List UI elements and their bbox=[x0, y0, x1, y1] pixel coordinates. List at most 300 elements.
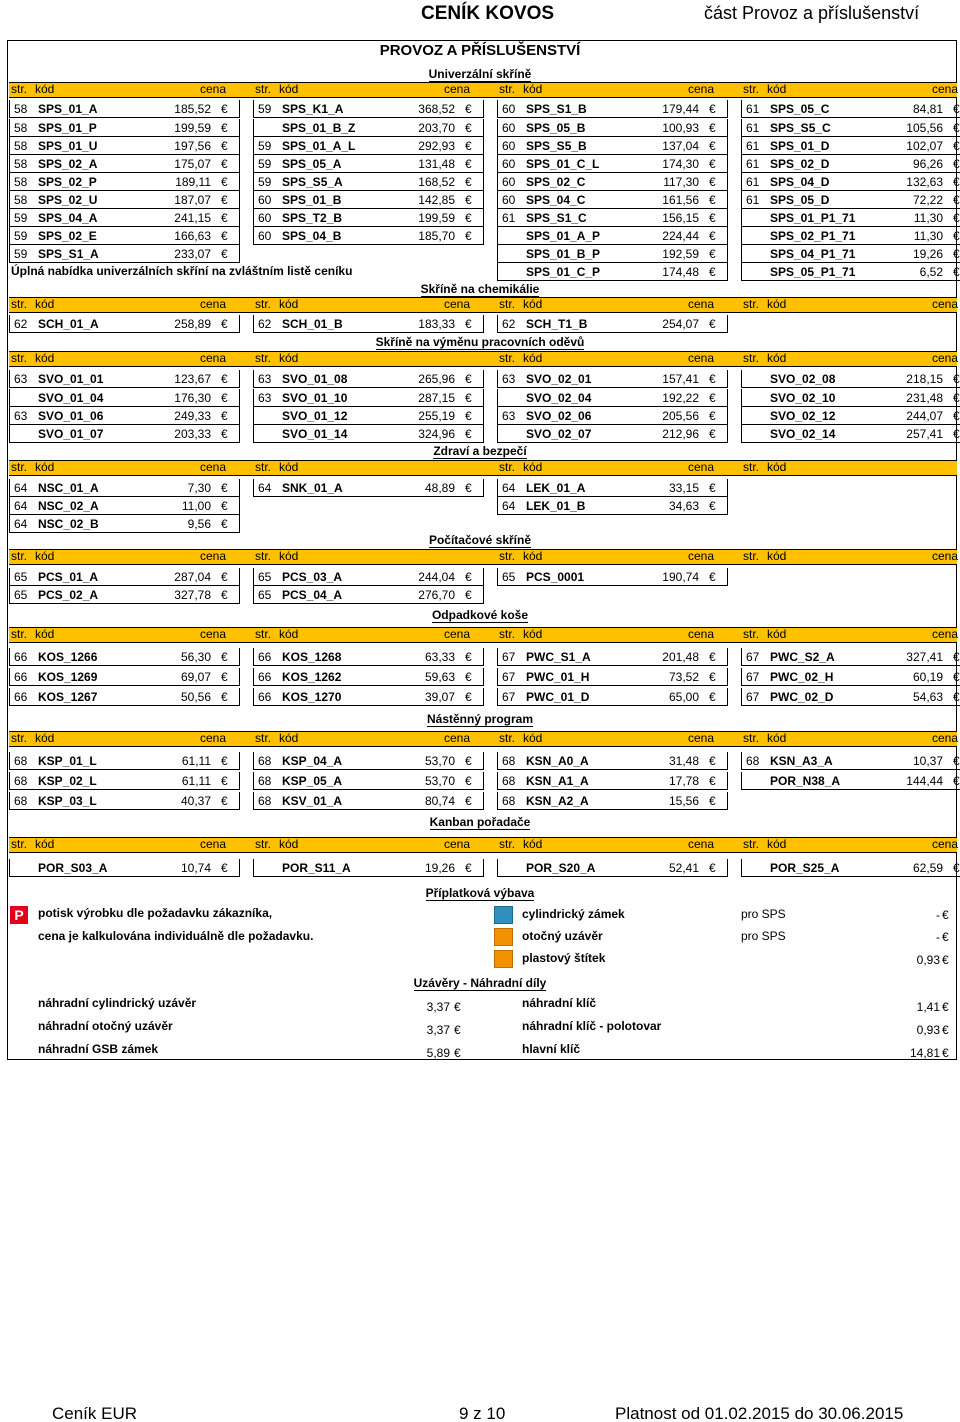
col-header-cena: cena bbox=[931, 549, 958, 563]
entry-code: PCS_0001 bbox=[526, 570, 585, 584]
entry-price: 11,30 bbox=[913, 229, 943, 243]
entry-price: 161,56 bbox=[662, 193, 699, 207]
entry-page: 59 bbox=[14, 229, 28, 243]
col-header-str: str. bbox=[499, 297, 516, 311]
currency-symbol: € bbox=[221, 121, 228, 135]
currency-symbol: € bbox=[465, 121, 472, 135]
entry-price: 197,56 bbox=[174, 139, 211, 153]
entry-page: 64 bbox=[14, 499, 28, 513]
col-header-str: str. bbox=[499, 549, 516, 563]
currency-symbol: € bbox=[465, 774, 472, 788]
entry-page: 66 bbox=[258, 690, 272, 704]
spare-part-label: náhradní GSB zámek bbox=[38, 1042, 159, 1056]
col-header-kod: kód bbox=[35, 627, 55, 641]
section-title-text: Odpadkové koše bbox=[431, 608, 529, 622]
currency-symbol: € bbox=[221, 139, 228, 153]
entry-code: SVO_02_14 bbox=[770, 427, 836, 441]
entry-code: SVO_01_08 bbox=[282, 372, 348, 386]
entry-page bbox=[14, 389, 36, 407]
entry-code: LEK_01_A bbox=[526, 481, 586, 495]
entry-price: 218,15 bbox=[906, 372, 943, 386]
currency-symbol: € bbox=[953, 121, 960, 135]
entry-code: SPS_02_D bbox=[770, 157, 830, 171]
entry-code: SPS_01_A_P bbox=[526, 229, 601, 243]
entry-code: SPS_05_P1_71 bbox=[770, 265, 856, 279]
currency-symbol: € bbox=[953, 391, 960, 405]
entry-price: 39,07 bbox=[424, 690, 455, 704]
entry-price: 10,37 bbox=[912, 754, 943, 768]
col-header-str: str. bbox=[743, 549, 760, 563]
col-header-kod: kód bbox=[767, 297, 787, 311]
col-header-str: str. bbox=[255, 460, 272, 474]
currency-symbol: € bbox=[465, 427, 472, 441]
entry-page: 64 bbox=[14, 517, 28, 531]
entry-price: 63,33 bbox=[424, 650, 455, 664]
col-header-cena: cena bbox=[687, 460, 714, 474]
section-title bbox=[0, 444, 960, 458]
entry-page: 60 bbox=[502, 121, 516, 135]
section-title-text: Počítačové skříně bbox=[428, 533, 532, 547]
entry-price: 244,07 bbox=[906, 409, 943, 423]
currency-symbol: € bbox=[709, 211, 716, 225]
spare-part-price: 0,93 bbox=[916, 1023, 940, 1037]
spare-part-price: 3,37 bbox=[426, 1023, 450, 1037]
footer-validity: Platnost od 01.02.2015 do 30.06.2015 bbox=[615, 1404, 904, 1422]
extra-label: plastový štítek bbox=[522, 951, 606, 965]
currency-symbol: € bbox=[465, 157, 472, 171]
entry-price: 287,15 bbox=[418, 391, 455, 405]
entry-code: KSP_02_L bbox=[38, 774, 97, 788]
entry-page bbox=[746, 859, 768, 877]
entry-price: 205,56 bbox=[662, 409, 699, 423]
entry-price: 84,81 bbox=[912, 102, 943, 116]
col-header-str: str. bbox=[743, 351, 760, 365]
entry-price: 62,59 bbox=[912, 861, 943, 875]
currency-symbol: € bbox=[221, 229, 228, 243]
entry-code: POR_S20_A bbox=[526, 861, 596, 875]
entry-code: KSN_A1_A bbox=[526, 774, 589, 788]
entry-code: SPS_T2_B bbox=[282, 211, 343, 225]
entry-code: SPS_05_C bbox=[770, 102, 830, 116]
entry-page bbox=[746, 772, 768, 790]
section-title bbox=[0, 608, 960, 622]
entry-code: SCH_T1_B bbox=[526, 317, 588, 331]
entry-page: 66 bbox=[258, 670, 272, 684]
entry-code: SVO_01_14 bbox=[282, 427, 348, 441]
extra-price: - bbox=[936, 930, 940, 944]
entry-code: SPS_04_D bbox=[770, 175, 830, 189]
entry-price: 244,04 bbox=[418, 570, 455, 584]
entry-code: SVO_02_12 bbox=[770, 409, 836, 423]
entry-price: 73,52 bbox=[668, 670, 699, 684]
rotary-lock-icon bbox=[494, 928, 513, 946]
currency-symbol: € bbox=[221, 102, 228, 116]
entry-price: 192,22 bbox=[662, 391, 699, 405]
entry-code: SPS_01_B_Z bbox=[282, 121, 356, 135]
entry-code: SVO_01_04 bbox=[38, 391, 104, 405]
col-header-str: str. bbox=[499, 82, 516, 96]
currency-symbol: € bbox=[709, 193, 716, 207]
entry-price: 231,48 bbox=[906, 391, 943, 405]
entry-page: 68 bbox=[502, 794, 516, 808]
col-header-kod: kód bbox=[279, 549, 299, 563]
col-header-cena: cena bbox=[199, 351, 226, 365]
entry-code: KSN_A2_A bbox=[526, 794, 589, 808]
entry-page: 61 bbox=[502, 211, 516, 225]
col-header-kod: kód bbox=[279, 731, 299, 745]
entry-price: 368,52 bbox=[418, 102, 455, 116]
entry-code: KOS_1262 bbox=[282, 670, 342, 684]
extra-price: - bbox=[936, 908, 940, 922]
col-header-cena: cena bbox=[199, 82, 226, 96]
section-title bbox=[0, 67, 960, 81]
entry-code: SPS_01_P bbox=[38, 121, 97, 135]
entry-page: 60 bbox=[502, 139, 516, 153]
entry-page: 68 bbox=[746, 754, 760, 768]
col-header-str: str. bbox=[255, 549, 272, 563]
col-header-str: str. bbox=[743, 82, 760, 96]
spare-part-label: náhradní cylindrický uzávěr bbox=[38, 996, 197, 1010]
col-header-kod: kód bbox=[523, 549, 543, 563]
currency-symbol: € bbox=[953, 247, 960, 261]
entry-page: 60 bbox=[502, 193, 516, 207]
currency-symbol: € bbox=[221, 175, 228, 189]
currency-symbol: € bbox=[465, 229, 472, 243]
entry-page: 65 bbox=[14, 570, 28, 584]
entry-price: 327,78 bbox=[174, 588, 211, 602]
currency-symbol: € bbox=[221, 690, 228, 704]
entry-price: 276,70 bbox=[418, 588, 455, 602]
entry-price: 249,33 bbox=[174, 409, 211, 423]
entry-code: PWC_02_D bbox=[770, 690, 834, 704]
entry-code: PWC_S1_A bbox=[526, 650, 591, 664]
entry-page: 68 bbox=[14, 774, 28, 788]
col-header-cena: cena bbox=[687, 297, 714, 311]
entry-code: SVO_01_06 bbox=[38, 409, 104, 423]
entry-code: NSC_01_A bbox=[38, 481, 99, 495]
entry-page bbox=[14, 425, 36, 443]
currency-symbol: € bbox=[221, 157, 228, 171]
entry-page: 62 bbox=[14, 317, 28, 331]
entry-price: 96,26 bbox=[912, 157, 943, 171]
entry-price: 144,44 bbox=[906, 774, 943, 788]
entry-page bbox=[502, 425, 524, 443]
entry-price: 137,04 bbox=[662, 139, 699, 153]
col-header-kod: kód bbox=[35, 297, 55, 311]
currency-symbol: € bbox=[953, 754, 960, 768]
col-header-cena: cena bbox=[687, 351, 714, 365]
currency-symbol: € bbox=[953, 372, 960, 386]
currency-symbol: € bbox=[953, 102, 960, 116]
entry-page: 62 bbox=[502, 317, 516, 331]
entry-page: 59 bbox=[14, 247, 28, 261]
currency-symbol: € bbox=[465, 670, 472, 684]
entry-page: 64 bbox=[258, 481, 272, 495]
spare-part-label: náhradní klíč bbox=[522, 996, 597, 1010]
currency-symbol: € bbox=[953, 157, 960, 171]
currency-symbol: € bbox=[709, 265, 716, 279]
section-title bbox=[0, 815, 960, 829]
entry-code: SPS_01_C_L bbox=[526, 157, 600, 171]
entry-code: SPS_01_B bbox=[282, 193, 342, 207]
entry-code: PCS_01_A bbox=[38, 570, 99, 584]
currency-symbol: € bbox=[221, 391, 228, 405]
extra-scope: pro SPS bbox=[741, 907, 786, 921]
entry-code: SPS_S1_A bbox=[38, 247, 99, 261]
entry-code: SVO_01_10 bbox=[282, 391, 348, 405]
currency-symbol: € bbox=[709, 861, 716, 875]
currency-symbol: € bbox=[709, 229, 716, 243]
entry-code: SPS_04_C bbox=[526, 193, 586, 207]
entry-price: 142,85 bbox=[418, 193, 455, 207]
entry-page: 67 bbox=[502, 690, 516, 704]
entry-page: 60 bbox=[258, 193, 272, 207]
col-header-cena: cena bbox=[931, 82, 958, 96]
currency-symbol: € bbox=[454, 1046, 461, 1060]
entry-price: 224,44 bbox=[662, 229, 699, 243]
section-title bbox=[0, 282, 960, 296]
entry-price: 54,63 bbox=[912, 690, 943, 704]
col-header-kod: kód bbox=[35, 837, 55, 851]
entry-page: 58 bbox=[14, 175, 28, 189]
entry-price: 31,48 bbox=[668, 754, 699, 768]
entry-page: 60 bbox=[502, 175, 516, 189]
col-header-kod: kód bbox=[35, 82, 55, 96]
col-header-str: str. bbox=[743, 460, 760, 474]
entry-code: PCS_03_A bbox=[282, 570, 343, 584]
currency-symbol: € bbox=[221, 588, 228, 602]
entry-code: SPS_01_A bbox=[38, 102, 98, 116]
currency-symbol: € bbox=[221, 794, 228, 808]
entry-page bbox=[502, 389, 524, 407]
currency-symbol: € bbox=[454, 1000, 461, 1014]
col-header-cena: cena bbox=[931, 731, 958, 745]
entry-price: 53,70 bbox=[424, 754, 455, 768]
entry-page: 66 bbox=[14, 690, 28, 704]
col-header-cena: cena bbox=[443, 82, 470, 96]
section-title bbox=[0, 886, 960, 900]
entry-code: SPS_02_E bbox=[38, 229, 97, 243]
section-title bbox=[0, 976, 960, 990]
currency-symbol: € bbox=[221, 211, 228, 225]
entry-page: 60 bbox=[502, 102, 516, 116]
entry-page bbox=[502, 859, 524, 877]
col-header-str: str. bbox=[11, 82, 28, 96]
cylinder-lock-icon bbox=[494, 906, 513, 924]
col-header-kod: kód bbox=[35, 731, 55, 745]
currency-symbol: € bbox=[709, 670, 716, 684]
col-header-cena: cena bbox=[687, 549, 714, 563]
entry-code: SVO_02_06 bbox=[526, 409, 592, 423]
entry-code: SPS_02_P1_71 bbox=[770, 229, 856, 243]
currency-symbol: € bbox=[709, 499, 716, 513]
currency-symbol: € bbox=[942, 1023, 949, 1037]
entry-code: LEK_01_B bbox=[526, 499, 586, 513]
entry-page: 61 bbox=[746, 102, 760, 116]
col-header-kod: kód bbox=[279, 351, 299, 365]
entry-price: 11,00 bbox=[181, 499, 211, 513]
currency-symbol: € bbox=[221, 670, 228, 684]
entry-page bbox=[746, 407, 768, 425]
section-title-text: Skříně na chemikálie bbox=[420, 282, 540, 296]
entry-code: POR_N38_A bbox=[770, 774, 841, 788]
entry-page: 65 bbox=[502, 570, 516, 584]
entry-price: 174,30 bbox=[662, 157, 699, 171]
entry-price: 187,07 bbox=[174, 193, 211, 207]
spare-part-price: 5,89 bbox=[426, 1046, 450, 1060]
currency-symbol: € bbox=[709, 794, 716, 808]
currency-symbol: € bbox=[221, 427, 228, 441]
entry-price: 102,07 bbox=[906, 139, 943, 153]
extra-label: otočný uzávěr bbox=[522, 929, 603, 943]
col-header-kod: kód bbox=[523, 297, 543, 311]
currency-symbol: € bbox=[221, 409, 228, 423]
currency-symbol: € bbox=[465, 193, 472, 207]
col-header-kod: kód bbox=[767, 460, 787, 474]
currency-symbol: € bbox=[221, 754, 228, 768]
entry-page bbox=[746, 263, 768, 281]
col-header-str: str. bbox=[11, 460, 28, 474]
entry-code: KOS_1269 bbox=[38, 670, 98, 684]
entry-code: SVO_01_12 bbox=[282, 409, 348, 423]
col-header-cena: cena bbox=[443, 297, 470, 311]
entry-price: 241,15 bbox=[174, 211, 211, 225]
currency-symbol: € bbox=[221, 570, 228, 584]
entry-price: 100,93 bbox=[662, 121, 699, 135]
entry-price: 80,74 bbox=[424, 794, 455, 808]
entry-price: 60,19 bbox=[912, 670, 943, 684]
entry-price: 156,15 bbox=[662, 211, 699, 225]
currency-symbol: € bbox=[942, 1046, 949, 1060]
entry-price: 61,11 bbox=[181, 774, 211, 788]
currency-symbol: € bbox=[465, 102, 472, 116]
currency-symbol: € bbox=[953, 175, 960, 189]
entry-page: 64 bbox=[502, 481, 516, 495]
entry-page: 66 bbox=[14, 670, 28, 684]
section-title-text: Příplatková výbava bbox=[425, 886, 535, 900]
entry-page: 63 bbox=[258, 391, 272, 405]
entry-code: KSV_01_A bbox=[282, 794, 343, 808]
col-header-str: str. bbox=[11, 351, 28, 365]
entry-code: KSN_A0_A bbox=[526, 754, 589, 768]
currency-symbol: € bbox=[953, 690, 960, 704]
col-header-str: str. bbox=[255, 297, 272, 311]
entry-price: 168,52 bbox=[418, 175, 455, 189]
entry-price: 254,07 bbox=[662, 317, 699, 331]
entry-code: SVO_02_10 bbox=[770, 391, 836, 405]
col-header-str: str. bbox=[11, 731, 28, 745]
entry-page: 67 bbox=[502, 650, 516, 664]
col-header-cena: cena bbox=[443, 627, 470, 641]
currency-symbol: € bbox=[465, 754, 472, 768]
currency-symbol: € bbox=[221, 247, 228, 261]
col-header-cena: cena bbox=[199, 731, 226, 745]
entry-page: 60 bbox=[258, 211, 272, 225]
entry-page bbox=[258, 425, 280, 443]
entry-page: 68 bbox=[258, 794, 272, 808]
entry-price: 69,07 bbox=[180, 670, 211, 684]
entry-page: 58 bbox=[14, 193, 28, 207]
col-header-str: str. bbox=[499, 731, 516, 745]
currency-symbol: € bbox=[465, 650, 472, 664]
entry-code: POR_S25_A bbox=[770, 861, 840, 875]
entry-page: 64 bbox=[14, 481, 28, 495]
currency-symbol: € bbox=[465, 588, 472, 602]
entry-page: 68 bbox=[258, 754, 272, 768]
entry-code: PWC_01_D bbox=[526, 690, 590, 704]
col-header-kod: kód bbox=[279, 460, 299, 474]
col-header-kod: kód bbox=[35, 549, 55, 563]
entry-page: 61 bbox=[746, 193, 760, 207]
entry-price: 327,41 bbox=[906, 650, 943, 664]
entry-price: 176,30 bbox=[174, 391, 211, 405]
entry-page bbox=[746, 209, 768, 227]
section-title-text: Zdraví a bezpečí bbox=[433, 444, 527, 458]
col-header-cena: cena bbox=[199, 549, 226, 563]
col-header-cena: cena bbox=[931, 837, 958, 851]
currency-symbol: € bbox=[465, 570, 472, 584]
section-title-text: Nástěnný program bbox=[426, 712, 534, 726]
entry-price: 212,96 bbox=[662, 427, 699, 441]
entry-code: NSC_02_B bbox=[38, 517, 99, 531]
entry-price: 123,67 bbox=[174, 372, 211, 386]
col-header-cena: cena bbox=[931, 627, 958, 641]
entry-code: SPS_S5_C bbox=[770, 121, 831, 135]
entry-page: 61 bbox=[746, 175, 760, 189]
entry-code: KOS_1266 bbox=[38, 650, 98, 664]
entry-code: SNK_01_A bbox=[282, 481, 343, 495]
section-title-text: Skříně na výměnu pracovních oděvů bbox=[375, 335, 585, 349]
currency-symbol: € bbox=[221, 193, 228, 207]
entry-page bbox=[502, 263, 524, 281]
entry-code: SPS_05_B bbox=[526, 121, 586, 135]
entry-code: SVO_02_04 bbox=[526, 391, 592, 405]
entry-price: 19,26 bbox=[912, 247, 943, 261]
entry-page: 67 bbox=[746, 650, 760, 664]
col-header-cena: cena bbox=[687, 731, 714, 745]
currency-symbol: € bbox=[953, 211, 960, 225]
spare-part-price: 1,41 bbox=[916, 1000, 940, 1014]
currency-symbol: € bbox=[953, 774, 960, 788]
entry-price: 10,74 bbox=[180, 861, 211, 875]
entry-price: 203,33 bbox=[174, 427, 211, 441]
footer-currency: Ceník EUR bbox=[52, 1404, 138, 1422]
entry-code: SVO_01_07 bbox=[38, 427, 104, 441]
col-header-kod: kód bbox=[767, 837, 787, 851]
col-header-str: str. bbox=[499, 627, 516, 641]
currency-symbol: € bbox=[221, 650, 228, 664]
currency-symbol: € bbox=[953, 409, 960, 423]
entry-code: SPS_05_D bbox=[770, 193, 830, 207]
currency-symbol: € bbox=[709, 409, 716, 423]
entry-price: 40,37 bbox=[180, 794, 211, 808]
section-title bbox=[0, 712, 960, 726]
extra-scope: pro SPS bbox=[741, 929, 786, 943]
document-title: CENÍK KOVOS bbox=[421, 3, 555, 24]
entry-code: KSP_01_L bbox=[38, 754, 97, 768]
col-header-cena: cena bbox=[443, 731, 470, 745]
entry-code: SVO_01_01 bbox=[38, 372, 104, 386]
entry-page: 58 bbox=[14, 157, 28, 171]
entry-code: SVO_02_07 bbox=[526, 427, 592, 441]
currency-symbol: € bbox=[942, 953, 949, 967]
print-badge: P bbox=[10, 906, 28, 924]
entry-code: PWC_S2_A bbox=[770, 650, 835, 664]
entry-page: 63 bbox=[502, 409, 516, 423]
currency-symbol: € bbox=[465, 139, 472, 153]
entry-code: SPS_04_A bbox=[38, 211, 98, 225]
entry-page: 63 bbox=[258, 372, 272, 386]
